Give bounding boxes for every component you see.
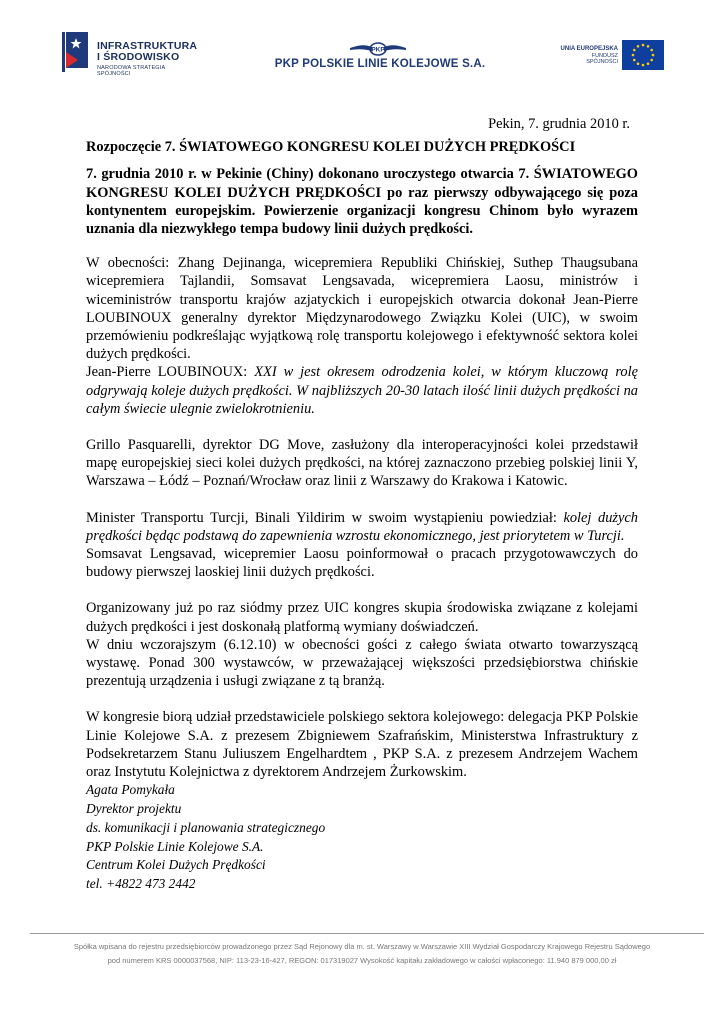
infrastruktura-flag-icon: [60, 30, 92, 74]
pkp-winged-emblem-icon: [348, 40, 408, 58]
quote-speaker: Jean-Pierre LOUBINOUX:: [86, 364, 255, 381]
infrastruktura-logo-line1: INFRASTRUKTURA: [97, 40, 198, 52]
footer-divider: [30, 933, 704, 934]
pkp-logo: [270, 40, 510, 74]
yildirim-speaker: Minister Transportu Turcji, Binali Yildirim w swoim wystąpieniu powiedział:: [86, 509, 564, 526]
letterhead: [0, 0, 724, 90]
infrastruktura-logo: [60, 30, 200, 78]
infrastruktura-logo-line2: I ŚRODOWISKO: [97, 51, 180, 63]
quote-text: XXI w jest okresem odrodzenia kolei, w którym kluczową rolę odgrywają koleje dużych prędkości. W najbliższych 20-30 latach ilość linii dużych prędkości na całym świecie ulegnie zwielokrotnieniu.: [86, 364, 638, 417]
footer-line2: pod numerem KRS 0000037568, NIP: 113-23-16-427, REGON: 017319027 Wysokość kapitału zakładowego w całości wpłaconego: 11.940 879 000,00 zł: [107, 955, 617, 965]
paragraph-yildirim: [86, 509, 638, 545]
infrastruktura-logo-line3: NARODOWA STRATEGIA SPÓJNOŚCI: [97, 65, 166, 77]
eu-logo-line1: UNIA EUROPEJSKA: [560, 46, 618, 52]
letter-title: Rozpoczęcie 7. ŚWIATOWEGO KONGRESU KOLEI DUŻYCH PRĘDKOŚCI: [86, 139, 576, 156]
paragraph-pasquarelli: Grillo Pasquarelli, dyrektor DG Move, zasłużony dla interoperacyjności kolei przedstawił mapę europejskiej sieci kolei dużych prędkości, na której zaznaczono przebieg polskiej linii Y, Warszawa – Łódź – Poznań/Wrocław oraz linii z Warszawy do Krakowa i Katowic.: [86, 437, 638, 490]
pkp-logo-text: PKP POLSKIE LINIE KOLEJOWE S.A.: [274, 58, 486, 70]
signature-block: [86, 781, 638, 894]
eu-logo-line2: FUNDUSZ SPÓJNOŚCI: [586, 53, 618, 65]
signature-department: ds. komunikacji i planowania strategicznego: [86, 819, 326, 835]
eu-flag-icon: [622, 40, 664, 70]
footer: [20, 940, 704, 967]
pkp-emblem-text: PKP: [371, 46, 385, 54]
paragraph-presence: W obecności: Zhang Dejinanga, wicepremiera Republiki Chińskiej, Suthep Thaugsubana wicepremiera Tajlandii, Somsavat Lengsavada, wicepremiera Laosu, ministrów i wiceministrów transportu krajów azjatyckich i europejskich otwarcia dokonał Jean-Pierre LOUBINOUX generalny dyrektor Międzynarodowego Związku Kolei (UIC), w swoim przemówieniu podkreślając wyjątkową rolę transportu kolejowego i efektywność sektora kolei dużych prędkości.: [86, 255, 638, 363]
paragraph-delegation: W kongresie biorą udział przedstawiciele polskiego sektora kolejowego: delegacja PKP Polskie Linie Kolejowe S.A. z prezesem Zbigniewem Szafrańskim, Ministerstwa Infrastruktury z Podsekretarzem Stanu Juliuszem Engelhardtem , PKP S.A. z prezesem Andrzejem Wachem oraz Instytutu Kolejnictwa z dyrektorem Andrzejem Żurkowskim.: [86, 709, 638, 781]
lead-paragraph: 7. grudnia 2010 r. w Pekinie (Chiny) dokonano uroczystego otwarcia 7. ŚWIATOWEGO KONGRESU KOLEI DUŻYCH PRĘDKOŚCI po raz pierwszy odbywającego się poza kontynentem europejskim. Powierzenie organizacji kongresu Chinom było wyrazem uznania dla niezwykłego tempa budowy linii dużych prędkości.: [86, 166, 638, 238]
signature-phone: tel. +4822 473 2442: [86, 876, 196, 892]
yildirim-quote: kolej dużych prędkości będąc podstawą do zapewnienia wzrostu ekonomicznego, jest priorytetem w Turcji.: [86, 509, 639, 544]
signature-name: Agata Pomykała: [86, 782, 175, 798]
signature-role: Dyrektor projektu: [86, 801, 182, 817]
footer-line1: Spółka wpisana do rejestru przedsiębiorców prowadzonego przez Sąd Rejonowy dla m. st. Warszawy w Warszawie XIII Wydział Gospodarczy Krajowego Rejestru Sądowego: [73, 942, 651, 951]
paragraph-congress: Organizowany już po raz siódmy przez UIC kongres skupia środowiska związane z kolejami dużych prędkości i jest doskonałą platformą wymiany doświadczeń.: [86, 600, 638, 635]
eu-logo: [560, 40, 666, 72]
paragraph-laos: Somsavat Lengsavad, wicepremier Laosu poinformował o pracach przygotowawczych do budowy pierwszej laoskiej linii dużych prędkości.: [86, 546, 638, 581]
paragraph-exhibition: W dniu wczorajszym (6.12.10) w obecności gości z całego świata otwarto towarzyszącą wystawę. Ponad 300 wystawców, w przeważającej większości przedsiębiorstwa chińskie prezentują urządzenia i usługi związane z tą branżą.: [86, 636, 638, 690]
date-line: Pekin, 7. grudnia 2010 r.: [488, 116, 630, 132]
paragraph-loubinoux-quote: [86, 363, 638, 418]
letter-body: [86, 115, 638, 894]
signature-unit: Centrum Kolei Dużych Prędkości: [86, 857, 266, 873]
signature-company: PKP Polskie Linie Kolejowe S.A.: [86, 838, 264, 854]
